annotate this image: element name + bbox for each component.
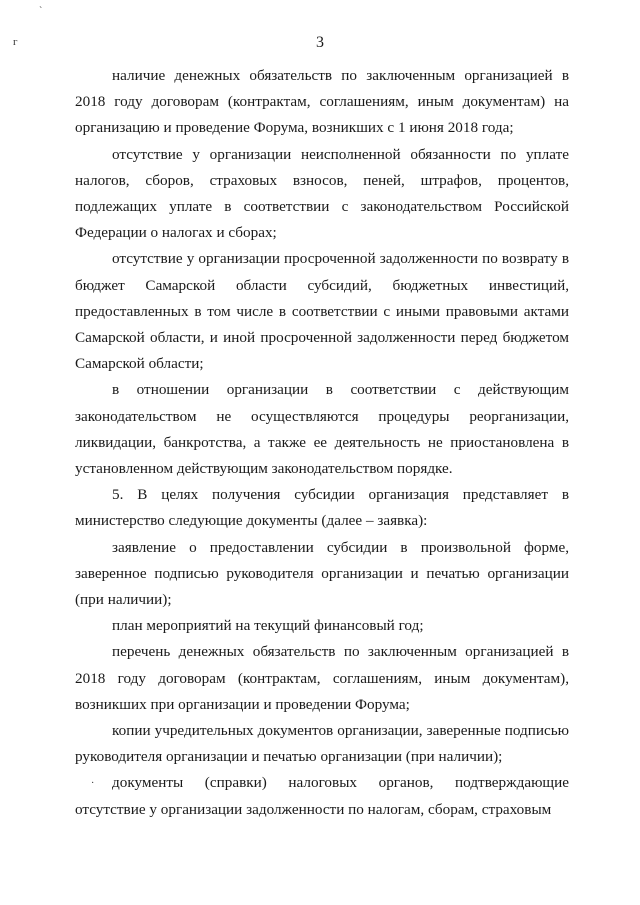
page-number: 3: [316, 34, 324, 51]
paragraph-tax-certificates: документы (справки) налоговых органов, подтверждающие отсутствие у организации задолженности по налогам, сборам, страховым: [75, 774, 569, 818]
document-body: [75, 63, 569, 823]
paragraph-event-plan: план мероприятий на текущий финансовый год;: [112, 617, 424, 635]
scan-artifact-mark: `: [39, 6, 43, 17]
paragraph-founding-documents: копии учредительных документов организации, заверенные подписью руководителя организации и печатью организации (при наличии);: [75, 722, 569, 766]
paragraph-application: заявление о предоставлении субсидии в произвольной форме, заверенное подписью руководителя организации и печатью организации (при наличии);: [75, 538, 569, 609]
paragraph-no-reorganization: в отношении организации в соответствии с действующим законодательством не осуществляются процедуры реорганизации, ликвидации, банкротства, а также ее деятельность не приостановлена в установленном действующим законодательством порядке.: [75, 381, 569, 478]
scan-artifact-mark: г: [13, 36, 18, 48]
scan-artifact-mark: ·: [91, 778, 95, 789]
paragraph-obligations: наличие денежных обязательств по заключенным организацией в 2018 году договорам (контрактам, соглашениям, иным документам) на организацию и проведение Форума, возникших с 1 июня 2018 года;: [75, 67, 569, 137]
paragraph-clause-5: 5. В целях получения субсидии организация представляет в министерство следующие документы (далее – заявка):: [75, 486, 569, 530]
paragraph-no-overdue-debt: отсутствие у организации просроченной задолженности по возврату в бюджет Самарской области субсидий, бюджетных инвестиций, предоставленных в том числе в соответствии с иными правовыми актами Самарской области, и иной просроченной задолженности перед бюджетом Самарской области;: [75, 250, 569, 373]
paragraph-no-tax-debt: отсутствие у организации неисполненной обязанности по уплате налогов, сборов, страховых взносов, пеней, штрафов, процентов, подлежащих уплате в соответствии с законодательством Российской Федерации о налогах и сборах;: [75, 145, 569, 242]
paragraph-obligations-list: перечень денежных обязательств по заключенным организацией в 2018 году договорам (контрактам, соглашениям, иным документам), возникших при организации и проведении Форума;: [75, 643, 569, 713]
